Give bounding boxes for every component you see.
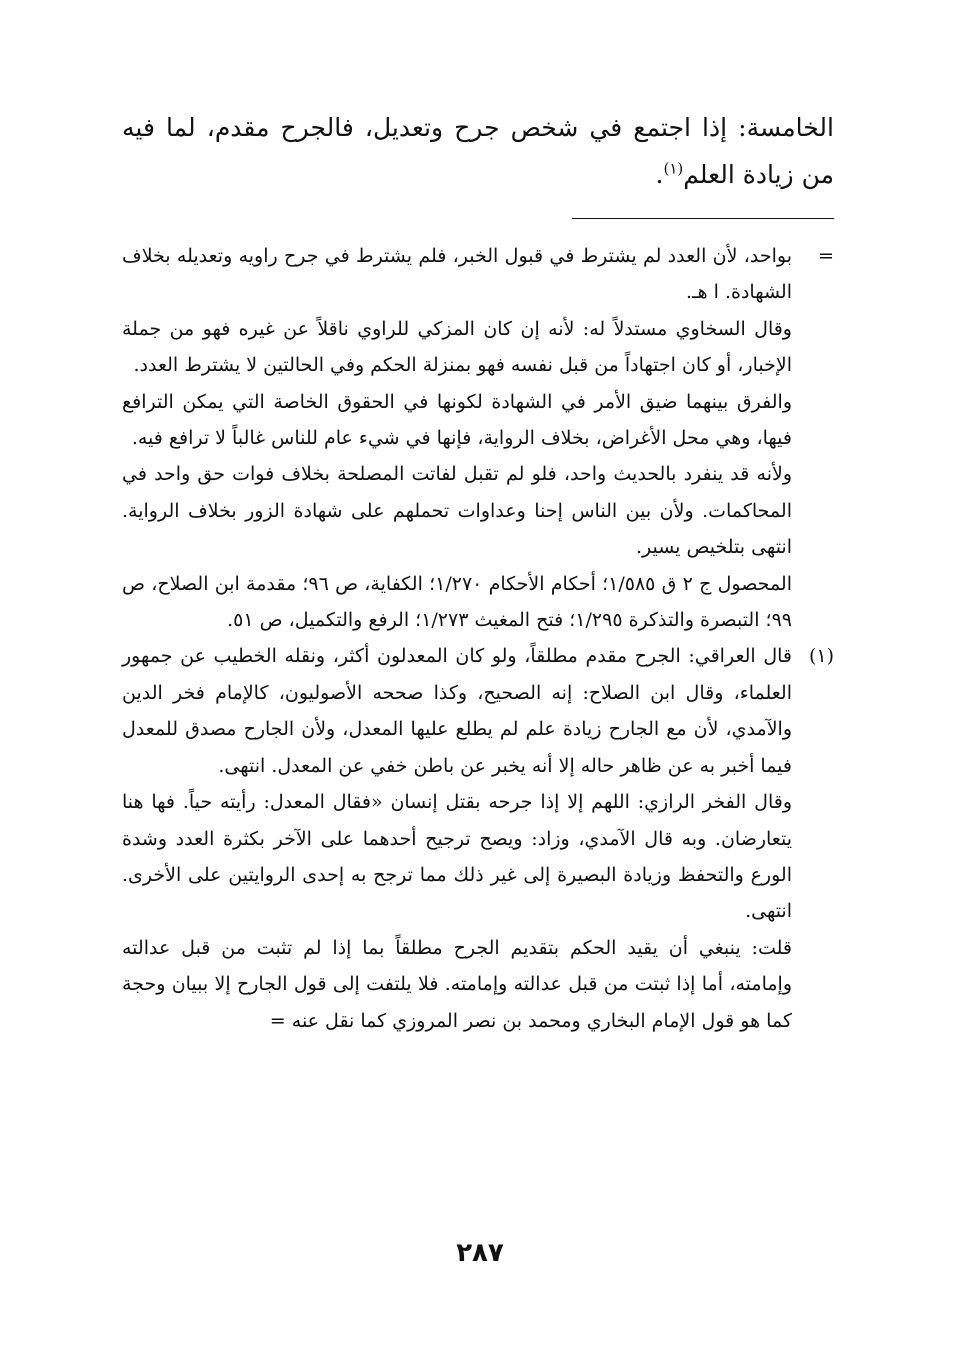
page-number: ٢٨٧ (456, 1238, 504, 1268)
footnote-1-body (122, 638, 792, 1038)
footnote-1-marker: (١) (808, 645, 834, 668)
continuation-body (122, 238, 792, 638)
footnote-continuation (122, 238, 834, 638)
footnote-paragraph: وقال السخاوي مستدلاً له: لأنه إن كان المزكي للراوي ناقلاً عن غيره فهو من جملة الإخبار، أو كان اجتهاداً من قبل نفسه فهو بمنزلة الحكم وفي الحالتين لا يشترط العدد. (122, 317, 792, 377)
continuation-marker: = (818, 245, 834, 267)
footnote-references: المحصول ج ٢ ق ١/٥٨٥؛ أحكام الأحكام ١/٢٧٠؛ الكفاية، ص ٩٦؛ مقدمة ابن الصلاح، ص ٩٩؛ التبصرة والتذكرة ١/٢٩٥؛ فتح المغيث ١/٢٧٣؛ الرفع والتكميل، ص ٥١. (122, 572, 792, 632)
footnote-reference: (١) (663, 159, 684, 178)
footnote-1 (122, 638, 834, 1038)
main-paragraph (122, 104, 834, 198)
main-text-end: . (655, 160, 664, 189)
main-text-body: الخامسة: إذا اجتمع في شخص جرح وتعديل، فالجرح مقدم، لما فيه من زيادة العلم (122, 113, 834, 189)
footnote-paragraph: بواحد، لأن العدد لم يشترط في قبول الخبر، فلم يشترط في جرح راويه وتعديله بخلاف الشهادة. ا هـ. (122, 245, 792, 304)
footnotes-section (122, 238, 834, 1039)
footnote-paragraph: وقال الفخر الرازي: اللهم إلا إذا جرحه بقتل إنسان «فقال المعدل: رأيته حياً. فها هنا يتعارضان. وبه قال الآمدي، وزاد: ويصح ترجيح أحدهما على الآخر بكثرة العدد وشدة الورع والتحفظ وزيادة البصيرة إلى غير ذلك مما ترجح به إحدى الروايتين على الأخرى. انتهى. (122, 791, 792, 923)
footnote-paragraph: والفرق بينهما ضيق الأمر في الشهادة لكونها في الحقوق الخاصة التي يمكن الترافع فيها، وهي محل الأغراض، بخلاف الرواية، فإنها في شيء عام للناس غالباً لا ترافع فيه. (122, 390, 792, 450)
footnote-separator (572, 218, 834, 219)
footnote-paragraph: قلت: ينبغي أن يقيد الحكم بتقديم الجرح مطلقاً بما إذا لم تثبت من قبل عدالته وإمامته، أما إذا ثبتت من قبل عدالته وإمامته. فلا يلتفت إلى قول الجارح إلا ببيان وحجة كما هو قول الإمام البخاري ومحمد بن نصر المروزي كما نقل عنه = (122, 936, 792, 1032)
footnote-paragraph: قال العراقي: الجرح مقدم مطلقاً، ولو كان المعدلون أكثر، ونقله الخطيب عن جمهور العلماء، وقال ابن الصلاح: إنه الصحيح، وكذا صححه الأصوليون، كالإمام فخر الدين والآمدي، لأن مع الجارح زيادة علم لم يطلع عليها المعدل، ولأن الجارح مصدق للمعدل فيما أخبر به عن ظاهر حاله إلا أنه يخبر عن باطن خفي عن المعدل. انتهى. (122, 645, 792, 777)
footnote-paragraph: ولأنه قد ينفرد بالحديث واحد، فلو لم تقبل لفاتت المصلحة بخلاف فوات حق واحد في المحاكمات. ولأن بين الناس إحنا وعداوات تحملهم على شهادة الزور بخلاف الرواية. انتهى بتلخيص يسير. (122, 463, 792, 559)
